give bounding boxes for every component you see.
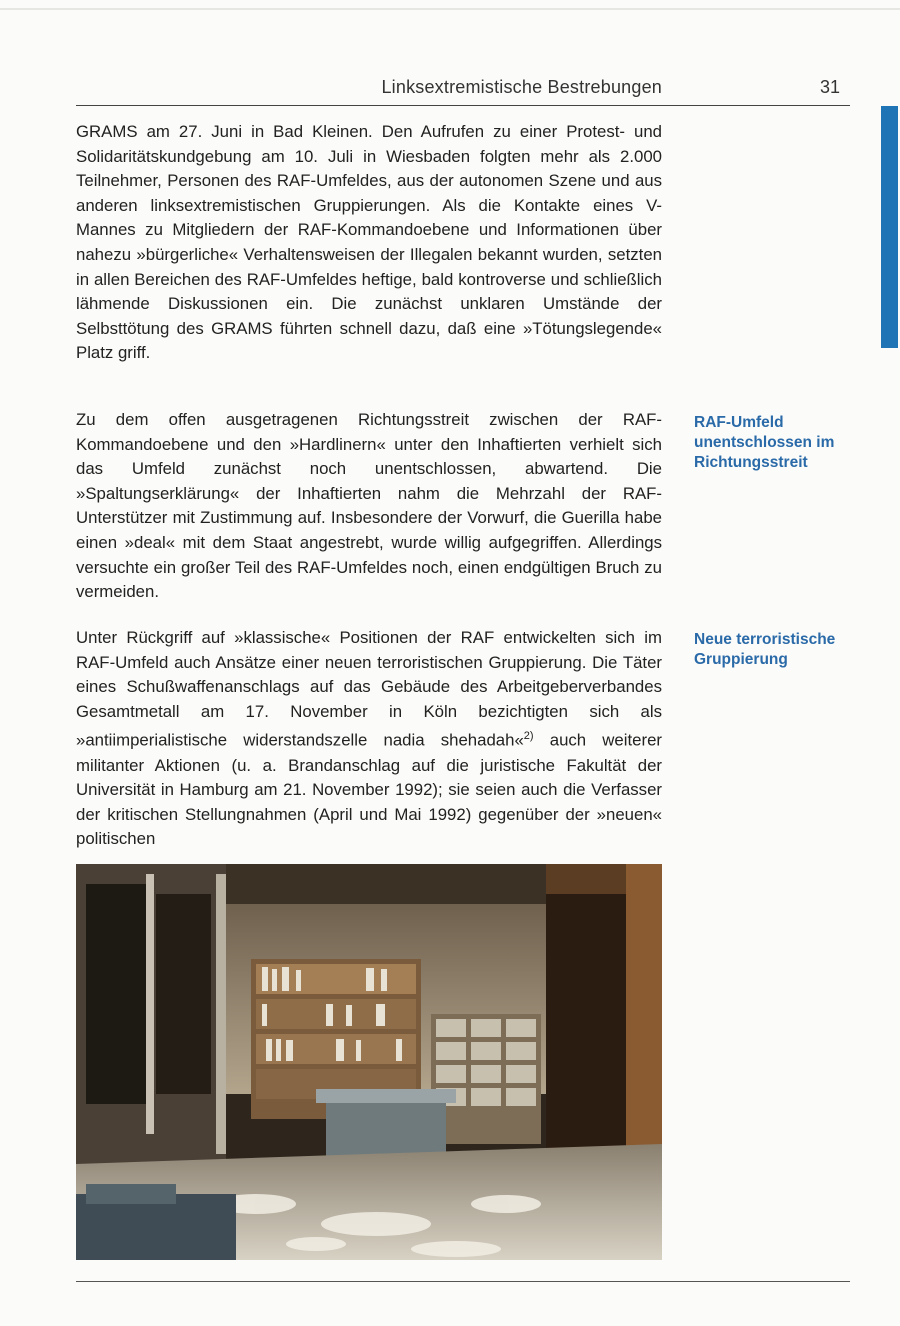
page-number: 31 xyxy=(819,77,840,97)
paragraph-3-text-start: Unter Rückgriff auf »klassische« Positionen der RAF entwickelten sich im RAF-Umfeld auch Ansätze einer neuen terroristischen Gruppierung. Die Täter eines Schußwaffenanschlags auf das Gebäude des Arbeitgeberverbandes Gesamtmetall am 17. November in Köln bezichtigten sich als »antiimperialistische widerstandszelle nadia shehadah« xyxy=(76,628,662,750)
body-paragraph-2: Zu dem offen ausgetragenen Richtungsstreit zwischen der RAF-Kommandoebene und den »Hardlinern« unter den Inhaftierten verhielt sich das Umfeld zunächst noch unentschlossen, abwartend. Die »Spaltungserklärung« der Inhaftierten nahm die Mehrzahl der RAF-Unterstützer mit Zustimmung auf. Insbesondere der Vorwurf, die Guerilla habe einen »deal« mit dem Staat angestrebt, wurde willig aufgegriffen. Allerdings versuchte ein großer Teil des RAF-Umfeldes noch, einen endgültigen Bruch zu vermeiden. xyxy=(76,410,662,602)
footnote-marker: 2) xyxy=(523,730,534,743)
chapter-marker-bar xyxy=(881,106,898,348)
margin-heading-neue-gruppierung: Neue terroristische Gruppierung xyxy=(694,631,836,668)
body-paragraph-3 xyxy=(76,626,662,852)
body-paragraph-1: GRAMS am 27. Juni in Bad Kleinen. Den Aufrufen zu einer Protest- und Solidaritätskundgebung am 10. Juli in Wiesbaden folgten mehr als 2.000 Teilnehmer, Personen des RAF-Umfeldes, aus der autonomen Szene und aus anderen linksextremistischen Gruppierungen. Als die Kontakte eines V-Mannes zu Mitgliedern der RAF-Kommandoebene und Informationen über nahezu »bürgerliche« Verhaltensweisen der Illegalen bekannt wurden, setzten in allen Bereichen des RAF-Umfeldes heftige, bald kontroverse und schließlich lähmende Diskussionen ein. Die zunächst unklaren Umstände der Selbsttötung des GRAMS führten schnell dazu, daß eine »Tötungslegende« Platz griff. xyxy=(76,122,662,363)
margin-heading-raf-umfeld: RAF-Umfeld unentschlossen im Richtungsstreit xyxy=(694,414,835,471)
photo-illustration xyxy=(76,864,662,1260)
paragraph-3-text-end: auch weiterer militanter Aktionen (u. a. Brandanschlag auf die juristische Fakultät der Universität in Hamburg am 21. November 1992); sie seien auch die Verfasser der kritischen Stellungnahmen (April und Mai 1992) gegenüber der »neuen« politischen xyxy=(76,730,662,849)
footer-divider xyxy=(76,1281,850,1282)
top-edge-line xyxy=(0,8,900,10)
photo-damaged-office xyxy=(76,864,662,1260)
running-header-title: Linksextremistische Bestrebungen xyxy=(381,77,662,97)
header-divider xyxy=(76,105,850,106)
